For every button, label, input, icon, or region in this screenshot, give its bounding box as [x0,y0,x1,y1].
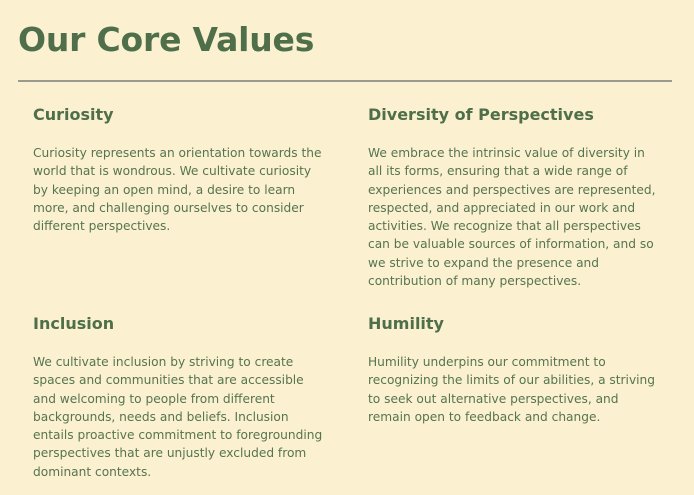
value-text-inclusion: We cultivate inclusion by striving to create spaces and communities that are accessible and welcoming to people from different backgrounds, needs and beliefs. Inclusion entails proactive commitment to foregrounding perspectives that are unjustly excluded from dominant contexts. [33,355,323,479]
value-text-curiosity: Curiosity represents an orientation towards the world that is wondrous. We cultivate curiosity by keeping an open mind, a desire to learn more, and challenging ourselves to consider different perspectives. [33,146,322,234]
value-heading-curiosity: Curiosity [33,105,114,124]
value-card-curiosity [33,104,333,235]
value-card-humility [368,313,668,426]
value-card-inclusion [33,313,333,481]
value-text-diversity: We embrace the intrinsic value of diversity in all its forms, ensuring that a wide range of experiences and perspectives are represented, respected, and appreciated in our work and activities. We recognize that all perspectives can be valuable sources of information, and so we strive to expand the presence and contribution of many perspectives. [368,146,656,289]
value-heading-humility: Humility [368,314,444,333]
page-title: Our Core Values [18,20,315,59]
value-card-diversity [368,104,668,290]
title-divider [18,80,672,82]
value-heading-diversity: Diversity of Perspectives [368,105,594,124]
value-text-humility: Humility underpins our commitment to recognizing the limits of our abilities, a striving to seek out alternative perspectives, and remain open to feedback and change. [368,355,656,424]
value-heading-inclusion: Inclusion [33,314,115,333]
